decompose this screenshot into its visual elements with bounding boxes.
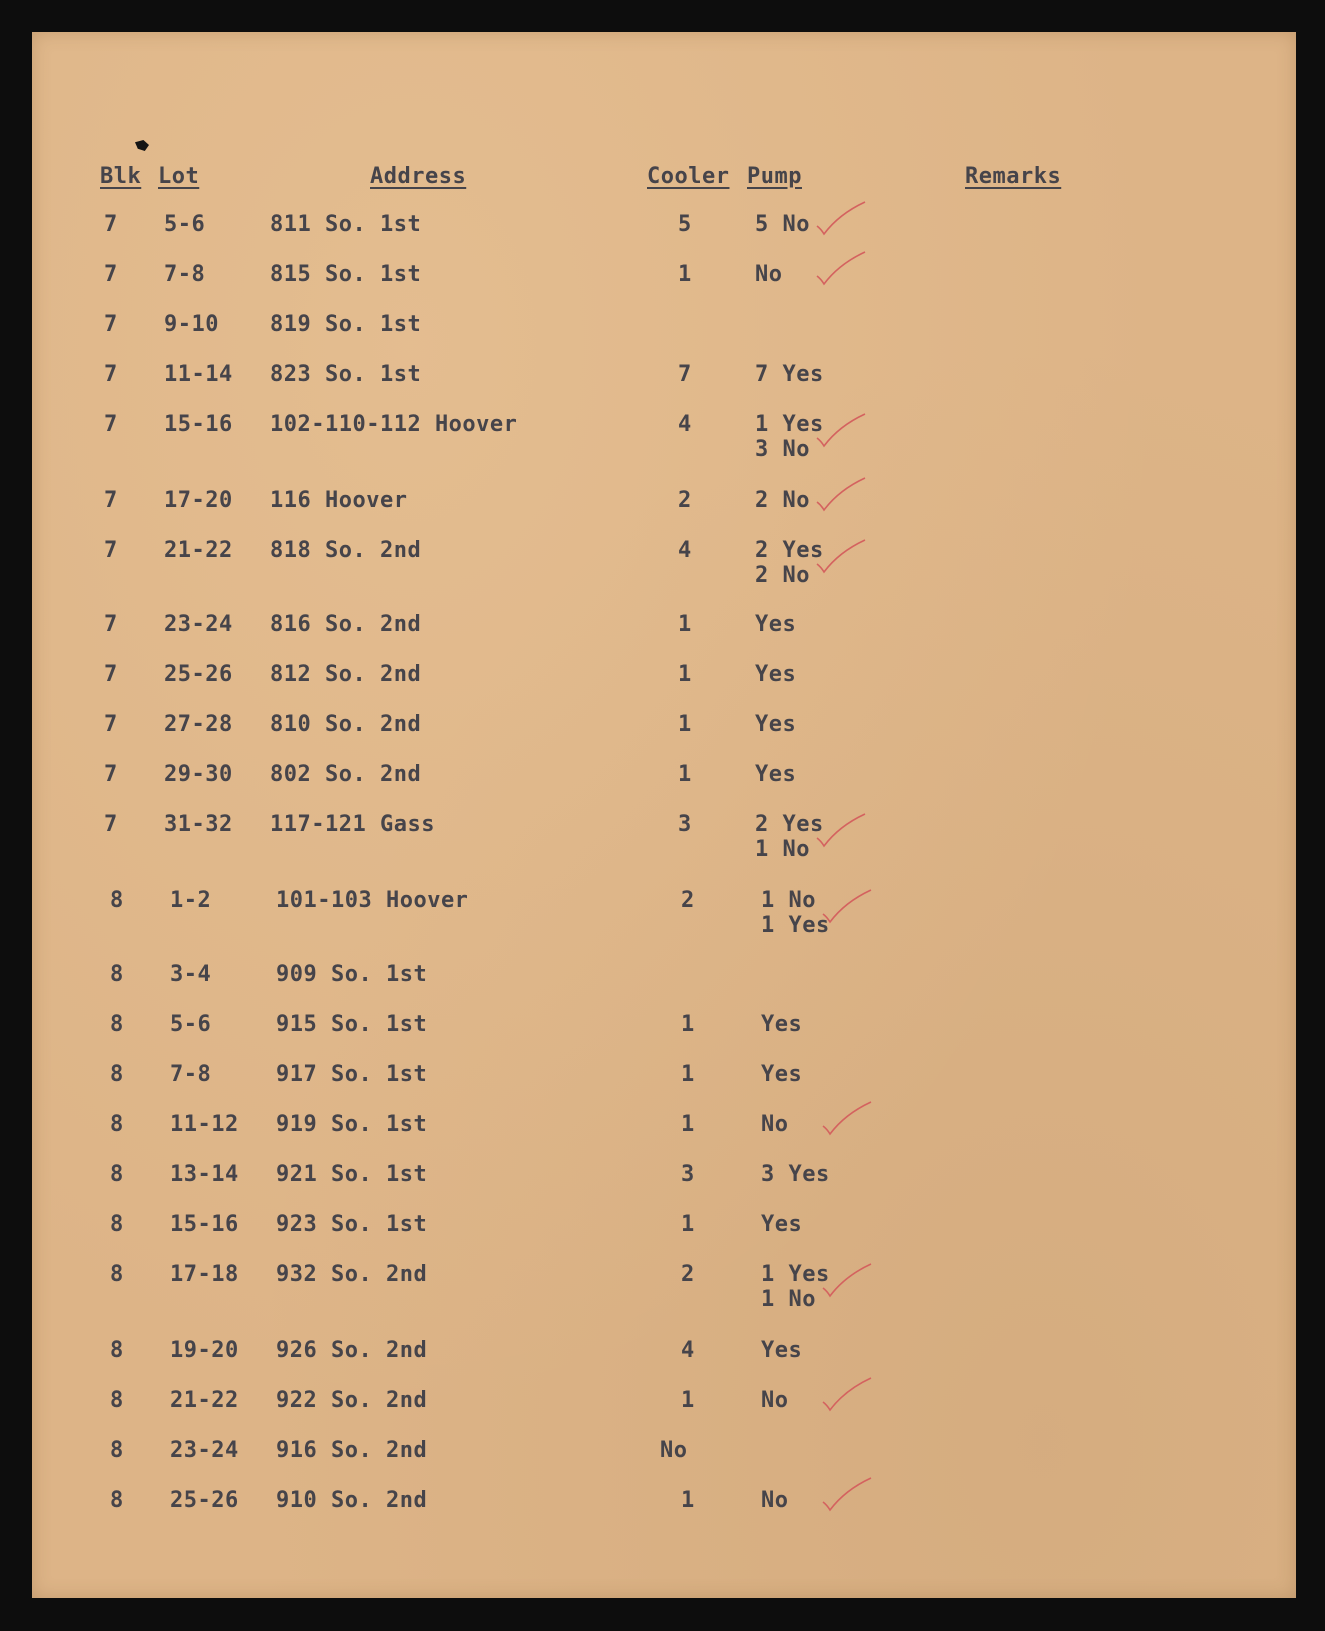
row-address: 932 So. 2nd (276, 1262, 428, 1287)
check-mark-stroke (823, 1478, 871, 1510)
row-cooler: 1 (681, 1388, 695, 1413)
check-mark-icon (821, 1374, 881, 1414)
row-address: 818 So. 2nd (270, 538, 422, 563)
row-address: 802 So. 2nd (270, 762, 422, 787)
row-cooler: 1 (678, 762, 692, 787)
row-blk: 7 (104, 488, 118, 513)
row-pump: 2 No (755, 488, 810, 513)
row-pump: 1 Yes (755, 412, 824, 437)
row-lot: 17-18 (170, 1262, 239, 1287)
row-cooler: 1 (678, 662, 692, 687)
row-cooler: 3 (681, 1162, 695, 1187)
row-address: 815 So. 1st (270, 262, 422, 287)
row-address: 915 So. 1st (276, 1012, 428, 1037)
row-blk: 8 (110, 1338, 124, 1363)
row-blk: 7 (104, 212, 118, 237)
header-remarks: Remarks (965, 164, 1062, 189)
row-lot: 1-2 (170, 888, 212, 913)
row-cooler: 2 (681, 888, 695, 913)
row-address: 816 So. 2nd (270, 612, 422, 637)
row-blk: 8 (110, 1212, 124, 1237)
row-lot: 27-28 (164, 712, 233, 737)
row-cooler: 4 (681, 1338, 695, 1363)
row-cooler: 1 (681, 1488, 695, 1513)
row-pump: 3 No (755, 437, 810, 462)
row-address: 922 So. 2nd (276, 1388, 428, 1413)
row-address: 116 Hoover (270, 488, 408, 513)
row-blk: 8 (110, 1112, 124, 1137)
row-blk: 7 (104, 712, 118, 737)
row-lot: 5-6 (164, 212, 206, 237)
row-cooler: 1 (678, 262, 692, 287)
row-pump: No (761, 1112, 789, 1137)
row-blk: 7 (104, 262, 118, 287)
check-mark-stroke (823, 1264, 871, 1296)
row-lot: 5-6 (170, 1012, 212, 1037)
check-mark-icon (821, 1474, 881, 1514)
header-cooler: Cooler (647, 164, 730, 189)
row-blk: 7 (104, 612, 118, 637)
row-address: 819 So. 1st (270, 312, 422, 337)
check-mark-stroke (817, 540, 865, 572)
row-pump: 2 Yes (755, 538, 824, 563)
row-lot: 3-4 (170, 962, 212, 987)
row-address: 919 So. 1st (276, 1112, 428, 1137)
row-cooler: 1 (681, 1212, 695, 1237)
row-cooler: 7 (678, 362, 692, 387)
row-pump: Yes (755, 662, 797, 687)
check-mark-icon (815, 810, 875, 850)
check-mark-icon (821, 1098, 881, 1138)
row-blk: 8 (110, 962, 124, 987)
row-pump: Yes (761, 1212, 803, 1237)
row-cooler: 4 (678, 538, 692, 563)
row-pump: Yes (761, 1012, 803, 1037)
row-blk: 8 (110, 1388, 124, 1413)
row-cooler: 1 (678, 712, 692, 737)
row-lot: 15-16 (170, 1212, 239, 1237)
row-pump: 2 No (755, 563, 810, 588)
check-mark-icon (815, 474, 875, 514)
row-lot: 29-30 (164, 762, 233, 787)
row-lot: 17-20 (164, 488, 233, 513)
row-pump: No (761, 1388, 789, 1413)
row-pump: 1 No (761, 888, 816, 913)
row-lot: 21-22 (170, 1388, 239, 1413)
row-lot: 13-14 (170, 1162, 239, 1187)
row-lot: 23-24 (170, 1438, 239, 1463)
row-lot: 23-24 (164, 612, 233, 637)
check-mark-icon (815, 536, 875, 576)
check-mark-icon (815, 198, 875, 238)
row-address: 923 So. 1st (276, 1212, 428, 1237)
row-cooler: 1 (681, 1112, 695, 1137)
row-pump: Yes (755, 762, 797, 787)
row-lot: 11-14 (164, 362, 233, 387)
row-pump: 1 No (761, 1287, 816, 1312)
row-address: 101-103 Hoover (276, 888, 469, 913)
row-lot: 25-26 (164, 662, 233, 687)
check-mark-icon (815, 248, 875, 288)
row-cooler: No (660, 1438, 688, 1463)
row-blk: 8 (110, 1438, 124, 1463)
row-blk: 8 (110, 1062, 124, 1087)
row-cooler: 4 (678, 412, 692, 437)
header-lot: Lot (158, 164, 200, 189)
row-address: 810 So. 2nd (270, 712, 422, 737)
row-blk: 7 (104, 412, 118, 437)
check-mark-stroke (817, 478, 865, 510)
row-blk: 8 (110, 1488, 124, 1513)
row-pump: 1 Yes (761, 1262, 830, 1287)
check-mark-stroke (823, 890, 871, 922)
check-mark-icon (821, 886, 881, 926)
row-pump: Yes (761, 1062, 803, 1087)
row-address: 910 So. 2nd (276, 1488, 428, 1513)
check-mark-stroke (817, 252, 865, 284)
row-address: 811 So. 1st (270, 212, 422, 237)
row-lot: 11-12 (170, 1112, 239, 1137)
row-cooler: 2 (681, 1262, 695, 1287)
row-pump: 7 Yes (755, 362, 824, 387)
row-cooler: 1 (681, 1062, 695, 1087)
row-blk: 7 (104, 362, 118, 387)
row-pump: 1 No (755, 837, 810, 862)
row-cooler: 1 (678, 612, 692, 637)
header-address: Address (370, 164, 467, 189)
header-blk: Blk (100, 164, 142, 189)
row-address: 917 So. 1st (276, 1062, 428, 1087)
row-lot: 7-8 (164, 262, 206, 287)
row-blk: 7 (104, 662, 118, 687)
row-lot: 25-26 (170, 1488, 239, 1513)
row-lot: 15-16 (164, 412, 233, 437)
row-pump: No (755, 262, 783, 287)
row-address: 812 So. 2nd (270, 662, 422, 687)
row-pump: 1 Yes (761, 913, 830, 938)
row-blk: 8 (110, 1012, 124, 1037)
row-lot: 7-8 (170, 1062, 212, 1087)
row-blk: 8 (110, 1162, 124, 1187)
row-blk: 8 (110, 888, 124, 913)
row-lot: 9-10 (164, 312, 219, 337)
row-pump: 2 Yes (755, 812, 824, 837)
row-blk: 7 (104, 762, 118, 787)
row-blk: 7 (104, 538, 118, 563)
row-cooler: 5 (678, 212, 692, 237)
row-pump: Yes (755, 712, 797, 737)
row-lot: 19-20 (170, 1338, 239, 1363)
row-cooler: 3 (678, 812, 692, 837)
check-mark-stroke (817, 202, 865, 234)
row-pump: 3 Yes (761, 1162, 830, 1187)
row-lot: 21-22 (164, 538, 233, 563)
row-address: 916 So. 2nd (276, 1438, 428, 1463)
check-mark-stroke (823, 1378, 871, 1410)
header-pump: Pump (747, 164, 802, 189)
row-address: 823 So. 1st (270, 362, 422, 387)
row-address: 921 So. 1st (276, 1162, 428, 1187)
check-mark-icon (815, 410, 875, 450)
check-mark-icon (821, 1260, 881, 1300)
row-cooler: 2 (678, 488, 692, 513)
row-lot: 31-32 (164, 812, 233, 837)
row-cooler: 1 (681, 1012, 695, 1037)
row-address: 102-110-112 Hoover (270, 412, 518, 437)
check-mark-stroke (823, 1102, 871, 1134)
row-pump: 5 No (755, 212, 810, 237)
row-address: 926 So. 2nd (276, 1338, 428, 1363)
row-address: 909 So. 1st (276, 962, 428, 987)
row-pump: Yes (755, 612, 797, 637)
row-address: 117-121 Gass (270, 812, 435, 837)
row-pump: No (761, 1488, 789, 1513)
row-blk: 7 (104, 312, 118, 337)
row-blk: 8 (110, 1262, 124, 1287)
check-mark-stroke (817, 414, 865, 446)
check-mark-stroke (817, 814, 865, 846)
row-blk: 7 (104, 812, 118, 837)
row-pump: Yes (761, 1338, 803, 1363)
